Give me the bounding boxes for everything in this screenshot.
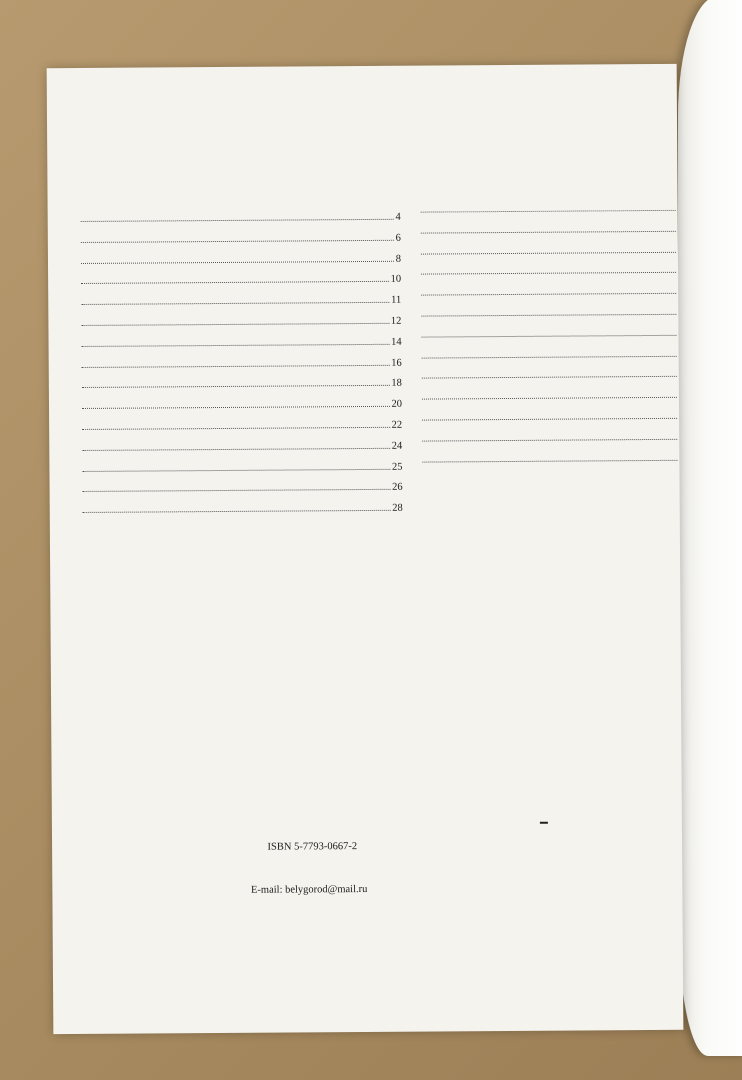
toc-entry	[416, 231, 678, 254]
toc-entry	[77, 420, 402, 443]
toc-page-number: 16	[391, 357, 402, 369]
print-detail-line	[402, 828, 664, 830]
toc-left-column	[76, 212, 403, 526]
publisher-info	[82, 883, 367, 898]
toc-leader	[82, 364, 389, 367]
toc-entry	[76, 274, 401, 297]
toc-entry	[76, 233, 401, 256]
next-page-edge	[678, 0, 742, 1056]
toc-page-number: 22	[391, 419, 403, 431]
toc-entry	[76, 253, 401, 276]
print-line	[402, 762, 664, 764]
sales-heading	[411, 708, 673, 710]
toc-entry	[417, 355, 679, 378]
toc-leader	[81, 219, 394, 222]
print-line	[402, 762, 664, 764]
toc-page-number: 10	[390, 274, 402, 286]
toc-leader	[81, 323, 388, 326]
toc-page-number: 25	[391, 461, 403, 473]
toc-leader	[82, 344, 389, 347]
toc-entry	[77, 378, 402, 401]
toc-entry	[417, 397, 679, 420]
toc-right-column	[416, 210, 680, 482]
sales-line	[411, 708, 673, 710]
toc-leader	[82, 427, 389, 430]
print-details	[402, 828, 664, 830]
toc-entry	[416, 251, 678, 274]
retail-sales	[411, 708, 673, 710]
toc-entry	[416, 293, 678, 316]
staff-credits	[81, 710, 346, 725]
toc-leader	[81, 240, 394, 243]
toc-entry	[77, 399, 402, 422]
print-line	[402, 762, 664, 764]
toc-entry	[78, 482, 403, 505]
printer-logo	[540, 811, 548, 829]
description-line	[51, 629, 681, 633]
toc-entry	[417, 335, 679, 358]
toc-page-number: 6	[395, 232, 401, 244]
description-line	[51, 629, 681, 633]
isbn-license	[82, 840, 357, 855]
toc-entry	[417, 439, 679, 462]
toc-page-number: 4	[395, 211, 401, 223]
print-line	[402, 762, 664, 764]
isbn: ISBN 5-7793-0667-2	[267, 841, 358, 853]
toc-entry	[76, 316, 401, 339]
toc-page-number: 26	[392, 482, 403, 494]
toc-leader	[82, 385, 389, 388]
printing-info	[402, 762, 664, 764]
toc-entry	[76, 212, 401, 235]
toc-leader	[81, 281, 388, 284]
toc-page-number: 14	[391, 336, 402, 348]
toc-page-number: 18	[391, 378, 402, 390]
toc-entry	[417, 418, 679, 441]
toc-entry	[77, 357, 402, 380]
toc-leader	[83, 510, 390, 513]
contents-title	[47, 168, 677, 172]
description-line	[51, 629, 681, 633]
toc-page-number: 20	[391, 398, 403, 410]
book-page	[47, 64, 684, 1034]
sales-line	[411, 708, 673, 710]
toc-leader	[81, 302, 389, 305]
toc-leader	[82, 406, 389, 409]
toc-leader	[81, 260, 394, 263]
toc-entry	[77, 441, 402, 464]
toc-entry	[416, 314, 678, 337]
publisher-email: E-mail: belygorod@mail.ru	[250, 883, 368, 896]
toc-entry	[416, 210, 678, 233]
print-detail-line	[402, 828, 664, 830]
toc-page-number: 24	[391, 440, 403, 452]
toc-leader	[83, 489, 390, 492]
toc-page-number: 8	[395, 253, 402, 265]
toc-entry	[77, 461, 402, 484]
toc-leader	[82, 468, 389, 471]
toc-entry	[76, 295, 401, 318]
toc-page-number: 11	[391, 294, 402, 306]
print-detail-line	[402, 828, 664, 830]
toc-leader	[82, 448, 389, 451]
book-description	[51, 629, 681, 633]
toc-page-number: 12	[390, 315, 402, 327]
toc-leader	[421, 210, 676, 213]
toc-entry	[416, 272, 678, 295]
toc-entry	[417, 376, 679, 399]
print-detail-line	[402, 828, 664, 830]
toc-page-number: 28	[392, 502, 403, 514]
printer-logo-mark	[540, 822, 548, 824]
toc-entry	[77, 337, 402, 360]
toc-entry	[417, 459, 679, 482]
